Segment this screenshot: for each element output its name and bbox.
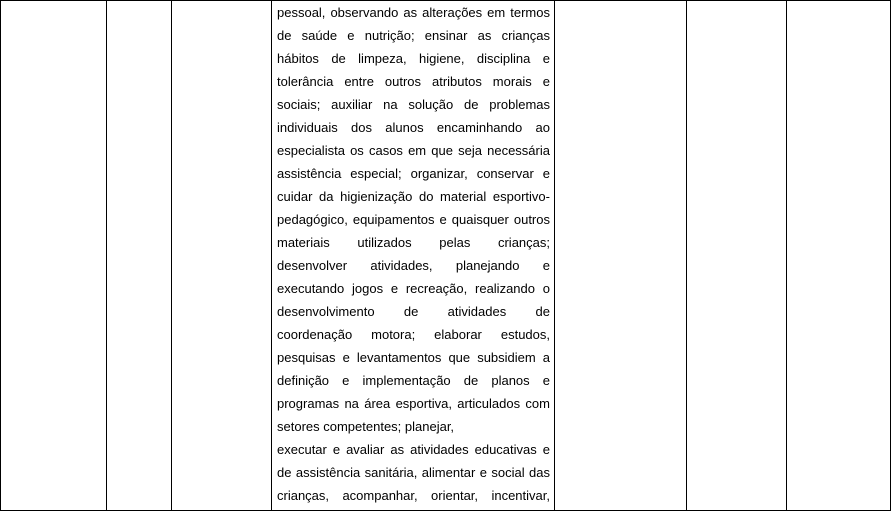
description-line: materiais utilizados pelas crianças;	[277, 235, 550, 250]
empty-cell-col1	[1, 1, 107, 511]
description-line: cuidar da higienização do material esportivo-	[277, 189, 550, 204]
table-row	[1, 1, 891, 511]
empty-cell-col7	[787, 1, 891, 511]
description-line: especialista os casos em que seja necessária	[277, 143, 550, 158]
description-line: executar e avaliar as atividades educativas e	[277, 442, 550, 457]
job-description-cell	[272, 1, 555, 511]
description-line: desenvolver atividades, planejando e	[277, 258, 550, 273]
description-line: individuais dos alunos encaminhando ao	[277, 120, 550, 135]
description-line: pessoal, observando as alterações em termos	[277, 5, 550, 20]
description-line: pedagógico, equipamentos e quaisquer outros	[277, 212, 550, 227]
empty-cell-col6	[687, 1, 787, 511]
description-line: de saúde e nutrição; ensinar as crianças	[277, 28, 550, 43]
empty-cell-col3	[172, 1, 272, 511]
description-line: hábitos de limpeza, higiene, disciplina e	[277, 51, 550, 66]
description-line: programas na área esportiva, articulados com	[277, 396, 550, 411]
description-line: tolerância entre outros atributos morais e	[277, 74, 550, 89]
description-line: coordenação motora; elaborar estudos,	[277, 327, 550, 342]
description-line: pesquisas e levantamentos que subsidiem a	[277, 350, 550, 365]
description-line: desenvolvimento de atividades de	[277, 304, 550, 319]
description-line: sociais; auxiliar na solução de problemas	[277, 97, 550, 112]
empty-cell-col2	[107, 1, 172, 511]
description-line: setores competentes; planejar,	[277, 419, 455, 434]
empty-cell-col5	[555, 1, 687, 511]
description-line: assistência especial; organizar, conservar e	[277, 166, 550, 181]
description-line: definição e implementação de planos e	[277, 373, 550, 388]
description-line: crianças, acompanhar, orientar, incentivar,	[277, 488, 550, 503]
description-line: executando jogos e recreação, realizando o	[277, 281, 550, 296]
description-line: de assistência sanitária, alimentar e social das	[277, 465, 550, 480]
